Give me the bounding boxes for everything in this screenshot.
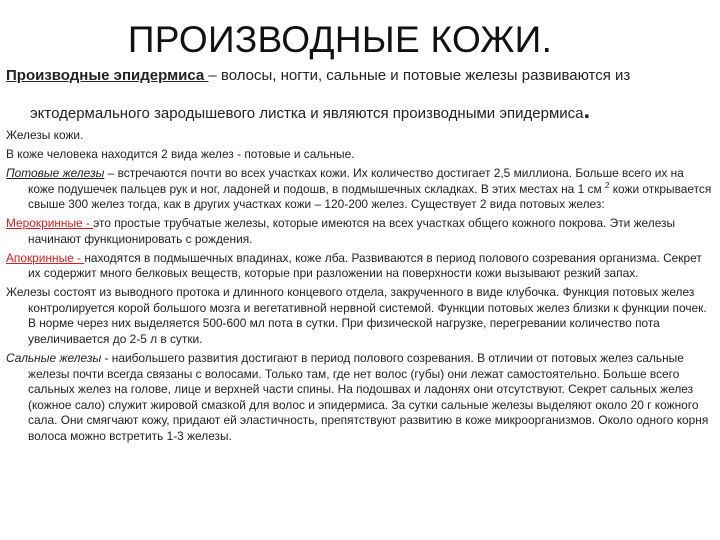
intro-text: – волосы, ногти, сальные и потовые железы развиваются из: [208, 67, 631, 84]
sebaceous-term: Сальные железы: [6, 351, 102, 366]
sweat-glands-text2: кожи открывается свыше 300 желез тогда, как в других участках кожи – 120-200 желез. Существует 2 вида потовых желез:: [28, 181, 712, 212]
apocrine-text: находятся в подмышечных впадинах, коже лба. Развиваются в период полового созревания организма. Секрет их содержит много белковых веществ, которые при разложении на поверхности кожи вызывают резкий запах.: [28, 250, 702, 281]
sebaceous-text: - наибольшего развития достигают в период полового созревания. В отличии от потовых желез сальные железы почти всегда связаны с волосами. Только там, где нет волос (губы) они лежат самостоятельно. Больше всего сальных желез на голове, лице и верхней части спины. На подошвах и ладонях они отсутствуют. Секрет сальных желез (кожное сало) служит жировой смазкой для волос и эпидермиса. За сутки сальные железы выделяют около 20 г кожного сала. Они смягчают кожу, придают ей эластичность, препятствуют развитию в коже микроорганизмов. Около одного корня волоса можно встретить 1-3 железы.: [28, 351, 709, 444]
intro-text-line2: эктодермального зародышевого листка и являются производными эпидермиса: [30, 105, 584, 122]
intro-paragraph-continued: [30, 97, 710, 124]
merocrine-paragraph: [6, 216, 712, 247]
sweat-glands-text: – встречаются почти во всех участках кожи. Их количество достигает 2,5 миллиона. Больше всего их на коже подушечек пальцев рук и ног, ладоней и подошв, в подмышечных складках. В этих местах на 1 см: [28, 165, 684, 196]
intro-period: .: [583, 97, 591, 124]
intro-lead-term: Производные эпидермиса: [6, 67, 209, 84]
document-body: [6, 128, 712, 448]
sweat-glands-sup: 2: [604, 180, 610, 190]
gland-types: В коже человека находится 2 вида желез - потовые и сальные.: [6, 146, 355, 161]
sweat-glands-term: Потовые железы: [6, 165, 105, 180]
sweat-glands-paragraph: [6, 166, 712, 213]
merocrine-term: Мерокринные -: [6, 216, 94, 231]
sebaceous-paragraph: [6, 351, 712, 445]
structure-paragraph: Железы состоят из выводного протока и длинного концевого отдела, закрученного в виде клубочка. Функция потовых желез контролируется корой большого мозга и вегетативной нервной системой. Функции потовых желез близки к функции почек. В норме через них выделяется 500-600 мл пота в сутки. При физической нагрузке, перегревании количество пота увеличивается до 2-5 л в сутки.: [6, 285, 707, 347]
apocrine-paragraph: [6, 251, 712, 282]
page-title: ПРОИЗВОДНЫЕ КОЖИ.: [127, 19, 553, 60]
apocrine-term: Апокринные -: [6, 250, 85, 265]
merocrine-text: это простые трубчатые железы, которые имеются на всех участках общего кожного покрова. Эти железы начинают функционировать с рождения.: [28, 216, 676, 246]
glands-heading: Железы кожи.: [6, 128, 84, 142]
intro-paragraph: [6, 66, 706, 86]
